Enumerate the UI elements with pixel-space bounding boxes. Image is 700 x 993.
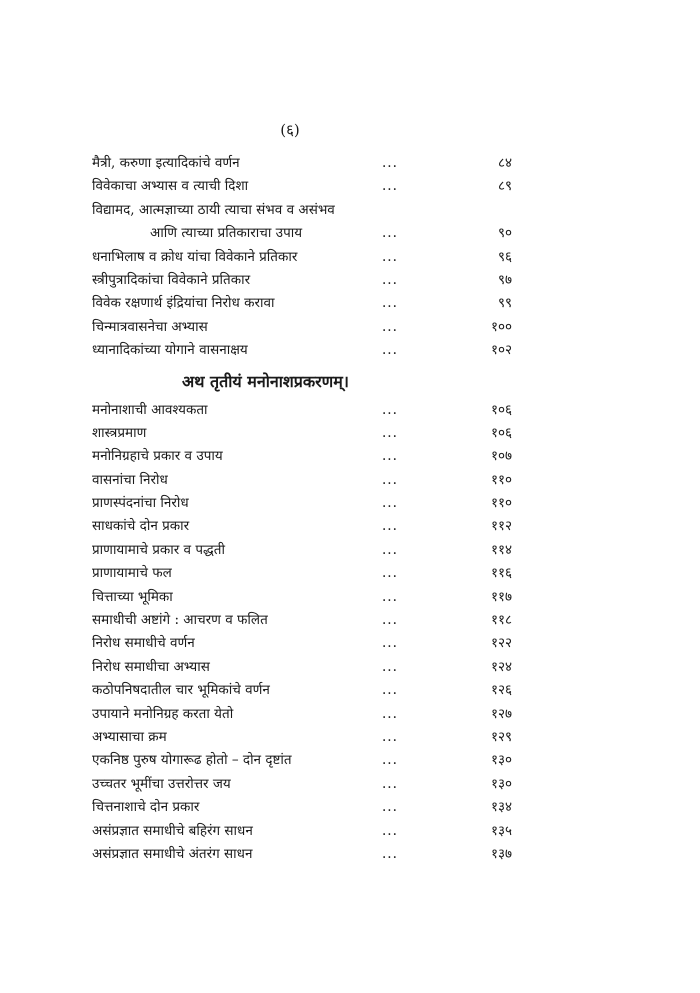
toc-entry-title: विवेक रक्षणार्थ इंद्रियांचा निरोध करावा bbox=[92, 295, 275, 312]
toc-entry-page: १०७ bbox=[490, 448, 512, 465]
toc-entry-title: चित्ताच्या भूमिका bbox=[92, 588, 173, 605]
toc-entry-page: ९९ bbox=[497, 295, 512, 312]
toc-entry-page: १२६ bbox=[490, 682, 512, 699]
toc-entry-page: ८९ bbox=[497, 178, 512, 195]
toc-entry-title: प्राणायामाचे फल bbox=[92, 565, 172, 582]
toc-entry-page: ११६ bbox=[490, 565, 512, 582]
toc-entry-page: १२२ bbox=[490, 635, 512, 652]
toc-entry bbox=[92, 726, 512, 749]
toc-section-2 bbox=[92, 399, 512, 867]
toc-entry-page: ९० bbox=[497, 225, 512, 242]
toc-entry-leader: ... bbox=[382, 845, 398, 862]
toc-entry-page: १३० bbox=[490, 752, 512, 769]
toc-entry-page: १२४ bbox=[490, 658, 512, 675]
toc-entry bbox=[92, 422, 512, 445]
toc-entry bbox=[92, 820, 512, 843]
toc-entry-title: शास्त्रप्रमाण bbox=[92, 424, 147, 441]
toc-entry-title: असंप्रज्ञात समाधीचे अंतरंग साधन bbox=[92, 845, 253, 862]
toc-entry-leader: ... bbox=[382, 295, 398, 312]
toc-entry-title: प्राणायामाचे प्रकार व पद्धती bbox=[92, 541, 225, 558]
toc-entry bbox=[92, 269, 512, 292]
toc-entry-title: आणि त्याच्या प्रतिकाराचा उपाय bbox=[150, 225, 303, 242]
toc-entry-page: ११७ bbox=[490, 588, 512, 605]
toc-entry-page: १३० bbox=[490, 775, 512, 792]
toc-entry bbox=[92, 246, 512, 269]
toc-entry bbox=[92, 586, 512, 609]
toc-entry-leader: ... bbox=[382, 705, 398, 722]
toc-entry-title: चिन्मात्रवासनेचा अभ्यास bbox=[92, 318, 208, 335]
toc-entry-leader: ... bbox=[382, 448, 398, 465]
toc-entry-title: मैत्री, करुणा इत्यादिकांचे वर्णन bbox=[92, 155, 240, 171]
toc-entry-leader: ... bbox=[382, 565, 398, 582]
toc-entry bbox=[92, 609, 512, 632]
toc-entry-title: असंप्रज्ञात समाधीचे बहिरंग साधन bbox=[92, 822, 253, 839]
toc-entry bbox=[92, 292, 512, 315]
toc-entry-leader: ... bbox=[382, 471, 398, 488]
toc-entry-leader: ... bbox=[382, 775, 398, 792]
toc-entry-page: ११८ bbox=[490, 612, 512, 629]
toc-entry bbox=[92, 222, 512, 245]
toc-entry-title: कठोपनिषदातील चार भूमिकांचे वर्णन bbox=[92, 682, 270, 699]
toc-entry-title: समाधीची अष्टांगे : आचरण व फलित bbox=[92, 612, 268, 629]
toc-entry bbox=[92, 399, 512, 422]
toc-entry-leader: ... bbox=[382, 178, 398, 195]
toc-entry-page: ११४ bbox=[490, 541, 512, 558]
toc-entry-leader: ... bbox=[382, 635, 398, 652]
toc-entry-page: ११० bbox=[490, 495, 512, 512]
toc-entry bbox=[92, 703, 512, 726]
toc-entry-page: ९७ bbox=[497, 271, 512, 288]
toc-entry bbox=[92, 749, 512, 772]
toc-entry-leader: ... bbox=[382, 728, 398, 745]
toc-entry-page: १२७ bbox=[490, 705, 512, 722]
toc-entry bbox=[92, 492, 512, 515]
toc-entry-leader: ... bbox=[382, 541, 398, 558]
toc-entry-title: निरोध समाधीचे वर्णन bbox=[92, 635, 195, 652]
toc-entry bbox=[92, 199, 512, 222]
toc-entry bbox=[92, 152, 512, 175]
toc-entry-page: १०० bbox=[490, 318, 512, 335]
toc-entry-leader: ... bbox=[382, 248, 398, 265]
toc-entry-title: चित्तनाशाचे दोन प्रकार bbox=[92, 799, 200, 816]
toc-entry-title: उपायाने मनोनिग्रह करता येतो bbox=[92, 705, 234, 722]
toc-entry-leader: ... bbox=[382, 822, 398, 839]
page-number: (६) bbox=[280, 121, 300, 139]
toc-entry-title: प्राणस्पंदनांचा निरोध bbox=[92, 495, 189, 512]
toc-entry bbox=[92, 445, 512, 468]
toc-entry-title: अभ्यासाचा क्रम bbox=[92, 728, 167, 745]
toc-entry bbox=[92, 562, 512, 585]
toc-entry-leader: ... bbox=[382, 612, 398, 629]
toc-entry-title: स्त्रीपुत्रादिकांचा विवेकाने प्रतिकार bbox=[92, 271, 251, 288]
toc-entry-title: ध्यानादिकांच्या योगाने वासनाक्षय bbox=[92, 342, 248, 359]
toc-entry-page: १३४ bbox=[490, 799, 512, 816]
toc-entry-page: १०२ bbox=[490, 342, 512, 359]
section-heading: अथ तृतीयं मनोनाशप्रकरणम्। bbox=[182, 371, 349, 391]
toc-entry-title: उच्चतर भूमींचा उत्तरोत्तर जय bbox=[92, 775, 231, 792]
toc-entry-title: विद्यामद, आत्मज्ञाच्या ठायी त्याचा संभव व असंभव bbox=[92, 201, 335, 218]
toc-entry-leader: ... bbox=[382, 225, 398, 242]
toc-entry bbox=[92, 469, 512, 492]
toc-entry-title: वासनांचा निरोध bbox=[92, 471, 168, 488]
toc-entry-leader: ... bbox=[382, 155, 398, 171]
toc-entry bbox=[92, 773, 512, 796]
toc-entry bbox=[92, 843, 512, 866]
toc-entry-title: साधकांचे दोन प्रकार bbox=[92, 518, 190, 535]
toc-entry-page: १०६ bbox=[490, 424, 512, 441]
toc-entry-title: एकनिष्ठ पुरुष योगारूढ होतो – दोन दृष्टांत bbox=[92, 752, 292, 769]
toc-entry bbox=[92, 679, 512, 702]
toc-entry-leader: ... bbox=[382, 658, 398, 675]
toc-entry bbox=[92, 656, 512, 679]
toc-entry-leader: ... bbox=[382, 342, 398, 359]
toc-entry-page: १०६ bbox=[490, 401, 512, 418]
toc-entry-page: ९६ bbox=[497, 248, 512, 265]
toc-entry-leader: ... bbox=[382, 752, 398, 769]
toc-entry-leader: ... bbox=[382, 318, 398, 335]
toc-entry bbox=[92, 175, 512, 198]
toc-entry-leader: ... bbox=[382, 799, 398, 816]
toc-entry-page: १३७ bbox=[490, 845, 512, 862]
table-of-contents bbox=[92, 152, 512, 866]
toc-entry-leader: ... bbox=[382, 271, 398, 288]
toc-entry-page: ११२ bbox=[490, 518, 512, 535]
toc-entry-leader: ... bbox=[382, 401, 398, 418]
toc-entry bbox=[92, 339, 512, 362]
toc-entry-title: विवेकाचा अभ्यास व त्याची दिशा bbox=[92, 178, 249, 195]
toc-entry-leader: ... bbox=[382, 588, 398, 605]
toc-entry-title: धनाभिलाष व क्रोध यांचा विवेकाने प्रतिकार bbox=[92, 248, 298, 265]
toc-entry bbox=[92, 632, 512, 655]
toc-entry-leader: ... bbox=[382, 682, 398, 699]
toc-entry bbox=[92, 515, 512, 538]
toc-section-1 bbox=[92, 152, 512, 363]
toc-entry bbox=[92, 316, 512, 339]
toc-entry bbox=[92, 539, 512, 562]
toc-entry-page: १२९ bbox=[490, 728, 512, 745]
toc-entry-title: निरोध समाधीचा अभ्यास bbox=[92, 658, 210, 675]
toc-entry-page: ११० bbox=[490, 471, 512, 488]
toc-entry bbox=[92, 796, 512, 819]
toc-entry-title: मनोनाशाची आवश्यकता bbox=[92, 401, 208, 418]
toc-entry-title: मनोनिग्रहाचे प्रकार व उपाय bbox=[92, 448, 223, 465]
toc-entry-leader: ... bbox=[382, 495, 398, 512]
toc-entry-leader: ... bbox=[382, 424, 398, 441]
toc-entry-page: ८४ bbox=[497, 155, 512, 171]
toc-entry-page: १३५ bbox=[490, 822, 512, 839]
toc-entry-leader: ... bbox=[382, 518, 398, 535]
